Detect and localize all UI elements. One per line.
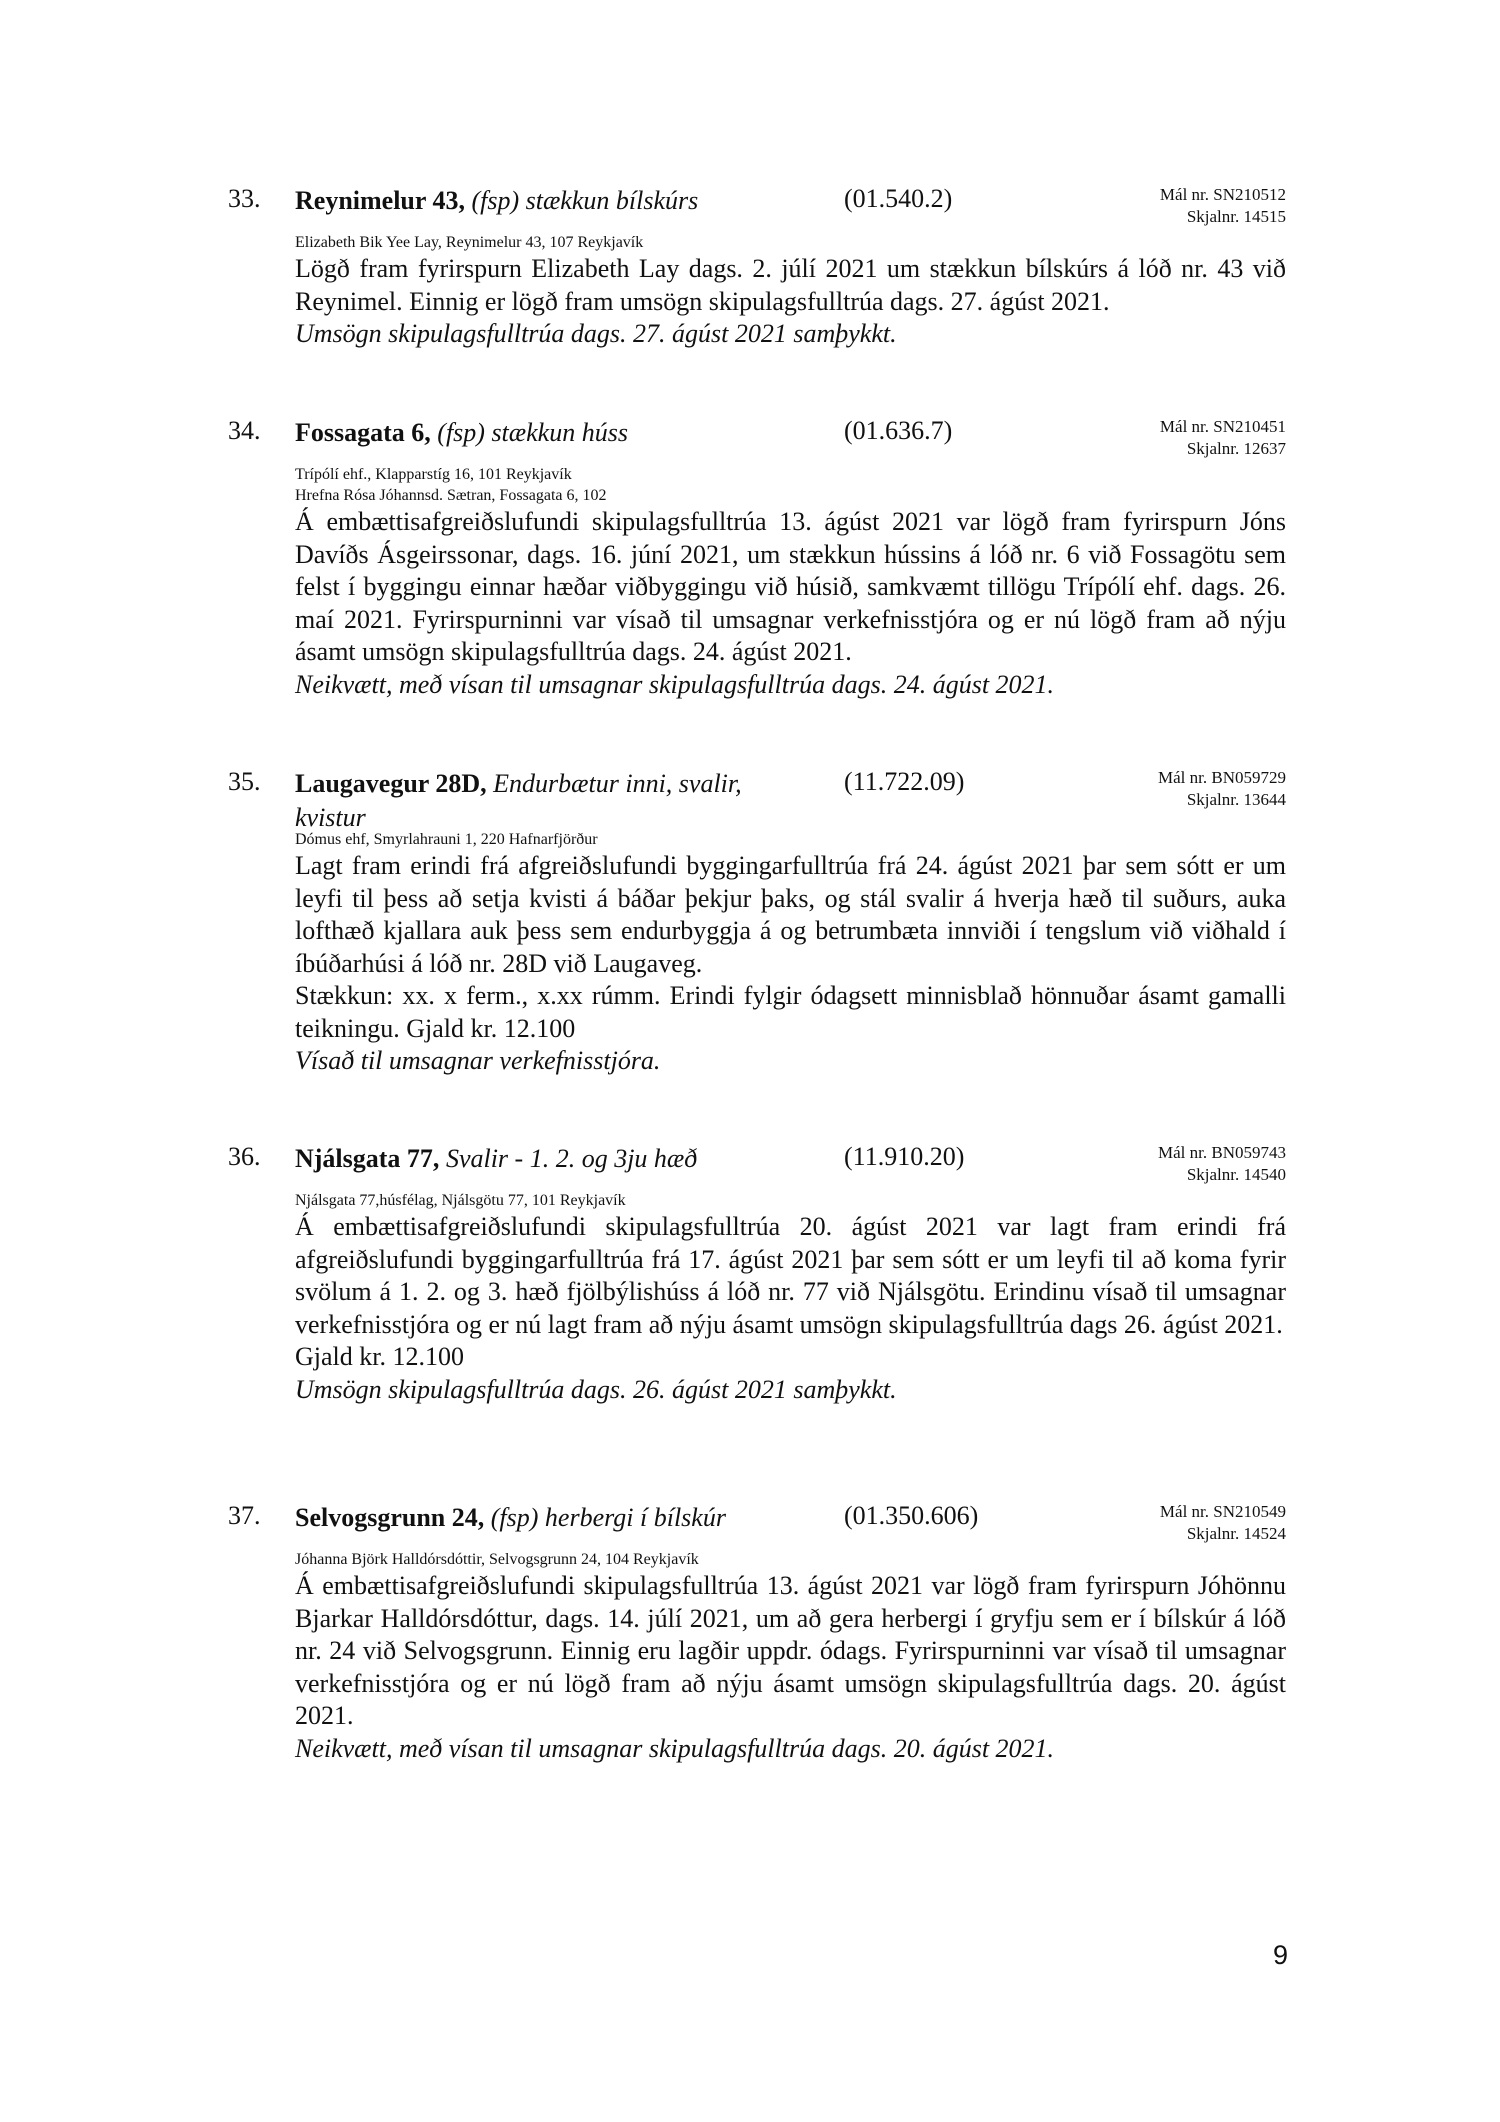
- item-resolution: Umsögn skipulagsfulltrúa dags. 27. ágúst 2021 samþykkt.: [295, 319, 897, 348]
- item-subject: Endurbætur inni, svalir, kvistur: [295, 769, 742, 832]
- item-title: [295, 1501, 815, 1535]
- item-owners: [295, 232, 1286, 253]
- owner-line: Dómus ehf, Smyrlahrauni 1, 220 Hafnarfjörður: [295, 831, 598, 848]
- case-reference: [1160, 184, 1286, 228]
- item-body: [295, 850, 1286, 1045]
- case-reference: [1158, 767, 1286, 811]
- item-code: (01.636.7): [844, 416, 953, 445]
- body-paragraph: Á embættisafgreiðslufundi skipulagsfulltrúa 20. ágúst 2021 var lagt fram erindi frá afgreiðslufundi byggingarfulltrúa frá 17. ágúst 2021 þar sem sótt er um leyfi til að koma fyrir svölum á 1. 2. og 3. hæð fjölbýlishúss á lóð nr. 77 við Njálsgötu. Erindinu vísað til umsagnar verkefnisstjóra og er nú lagt fram að nýju ásamt umsögn skipulagsfulltrúa dags 26. ágúst 2021.: [295, 1212, 1286, 1339]
- owner-line: Trípólí ehf., Klapparstíg 16, 101 Reykjavík: [295, 466, 572, 483]
- item-header: [228, 1501, 1286, 1549]
- case-number: Mál nr. BN059729: [1158, 768, 1286, 787]
- body-paragraph: Lögð fram fyrirspurn Elizabeth Lay dags. 2. júlí 2021 um stækkun bílskúrs á lóð nr. 43 við Reynimel. Einnig er lögð fram umsögn skipulagsfulltrúa dags. 27. ágúst 2021.: [295, 254, 1286, 316]
- document-number: Skjalnr. 14540: [1186, 1165, 1286, 1184]
- item-title: [295, 416, 815, 450]
- owner-line: Jóhanna Björk Halldórsdóttir, Selvogsgrunn 24, 104 Reykjavík: [295, 1551, 699, 1568]
- item-owners: [295, 464, 1286, 506]
- item-code: (11.910.20): [844, 1142, 965, 1171]
- item-body: [295, 1211, 1286, 1374]
- agenda-item-34: [228, 416, 1286, 701]
- case-reference: [1158, 1142, 1286, 1186]
- document-number: Skjalnr. 12637: [1186, 439, 1286, 458]
- item-title: [295, 1142, 815, 1176]
- item-body: [295, 253, 1286, 318]
- item-subject: Svalir - 1. 2. og 3ju hæð: [445, 1144, 698, 1173]
- case-number: Mál nr. SN210512: [1159, 185, 1286, 204]
- item-subject: (fsp) herbergi í bílskúr: [490, 1503, 726, 1532]
- item-number: 35.: [228, 767, 261, 796]
- case-reference: [1160, 1501, 1286, 1545]
- case-reference: [1160, 416, 1286, 460]
- item-number: 33.: [228, 184, 261, 213]
- item-header: [228, 767, 1286, 832]
- item-subject: (fsp) stækkun bílskúrs: [471, 186, 699, 215]
- item-resolution: Umsögn skipulagsfulltrúa dags. 26. ágúst 2021 samþykkt.: [295, 1374, 897, 1404]
- item-code: (01.540.2): [844, 184, 953, 213]
- document-number: Skjalnr. 14515: [1186, 207, 1286, 226]
- owner-line: Njálsgata 77,húsfélag, Njálsgötu 77, 101 Reykjavík: [295, 1192, 626, 1209]
- item-body: [295, 1570, 1286, 1733]
- agenda-item-35: [228, 767, 1286, 1078]
- body-paragraph: Stækkun: xx. x ferm., x.xx rúmm. Erindi fylgir ódagsett minnisblað hönnuðar ásamt gamalli teikningu. Gjald kr. 12.100: [295, 981, 1286, 1043]
- document-number: Skjalnr. 14524: [1186, 1524, 1286, 1543]
- item-title: [295, 767, 805, 835]
- item-header: [228, 184, 1286, 232]
- item-header: [228, 416, 1286, 464]
- agenda-item-36: [228, 1142, 1286, 1406]
- document-number: Skjalnr. 13644: [1186, 790, 1286, 809]
- item-resolution: Neikvætt, með vísan til umsagnar skipulagsfulltrúa dags. 20. ágúst 2021.: [295, 1733, 1055, 1763]
- body-paragraph: Á embættisafgreiðslufundi skipulagsfulltrúa 13. ágúst 2021 var lögð fram fyrirspurn Jóns Davíðs Ásgeirssonar, dags. 16. júní 2021, um stækkun hússins á lóð nr. 6 við Fossagötu sem felst í byggingu einnar hæðar viðbyggingu við húsið, samkvæmt tillögu Trípólí ehf. dags. 26. maí 2021. Fyrirspurninni var vísað til umsagnar verkefnisstjóra og er nú lögð fram að nýju ásamt umsögn skipulagsfulltrúa dags. 24. ágúst 2021.: [295, 507, 1286, 666]
- item-body: [295, 506, 1286, 669]
- item-subject: (fsp) stækkun húss: [437, 418, 628, 447]
- agenda-item-37: [228, 1501, 1286, 1765]
- owner-line: Elizabeth Bik Yee Lay, Reynimelur 43, 107 Reykjavík: [295, 234, 644, 251]
- item-street: Njálsgata 77,: [295, 1144, 440, 1173]
- owner-line: Hrefna Rósa Jóhannsd. Sætran, Fossagata 6, 102: [295, 487, 607, 504]
- item-resolution: Neikvætt, með vísan til umsagnar skipulagsfulltrúa dags. 24. ágúst 2021.: [295, 669, 1055, 699]
- page-number: 9: [1272, 1940, 1288, 1970]
- case-number: Mál nr. SN210451: [1159, 417, 1286, 436]
- body-paragraph: Á embættisafgreiðslufundi skipulagsfulltrúa 13. ágúst 2021 var lögð fram fyrirspurn Jóhönnu Bjarkar Halldórsdóttur, dags. 14. júlí 2021, um að gera herbergi í gryfju sem er í bílskúr á lóð nr. 24 við Selvogsgrunn. Einnig eru lagðir uppdr. ódags. Fyrirspurninni var vísað til umsagnar verkefnisstjóra og er nú lögð fram að nýju ásamt umsögn skipulagsfulltrúa dags. 20. ágúst 2021.: [295, 1571, 1286, 1730]
- item-code: (11.722.09): [844, 767, 965, 796]
- item-title: [295, 184, 815, 218]
- item-street: Selvogsgrunn 24,: [295, 1503, 485, 1532]
- item-number: 36.: [228, 1142, 261, 1171]
- body-paragraph: Gjald kr. 12.100: [295, 1342, 464, 1371]
- item-owners: [295, 1190, 1286, 1211]
- body-paragraph: Lagt fram erindi frá afgreiðslufundi byggingarfulltrúa frá 24. ágúst 2021 þar sem sótt er um leyfi til þess að setja kvisti á báðar þekjur þaks, og stál svalir á hverja hæð til suðurs, auka lofthæð kjallara auk þess sem endurbyggja á og betrumbæta innviði í tengslum við viðhald í íbúðarhúsi á lóð nr. 28D við Laugaveg.: [295, 851, 1286, 978]
- item-street: Fossagata 6,: [295, 418, 431, 447]
- item-number: 34.: [228, 416, 261, 445]
- item-resolution: Vísað til umsagnar verkefnisstjóra.: [295, 1046, 661, 1075]
- agenda-item-33: [228, 184, 1286, 351]
- item-owners: [295, 1549, 1286, 1570]
- item-header: [228, 1142, 1286, 1190]
- item-code: (01.350.606): [844, 1501, 979, 1530]
- item-street: Laugavegur 28D,: [295, 769, 487, 798]
- case-number: Mál nr. BN059743: [1158, 1143, 1286, 1162]
- item-street: Reynimelur 43,: [295, 186, 465, 215]
- case-number: Mál nr. SN210549: [1159, 1502, 1286, 1521]
- item-number: 37.: [228, 1501, 261, 1530]
